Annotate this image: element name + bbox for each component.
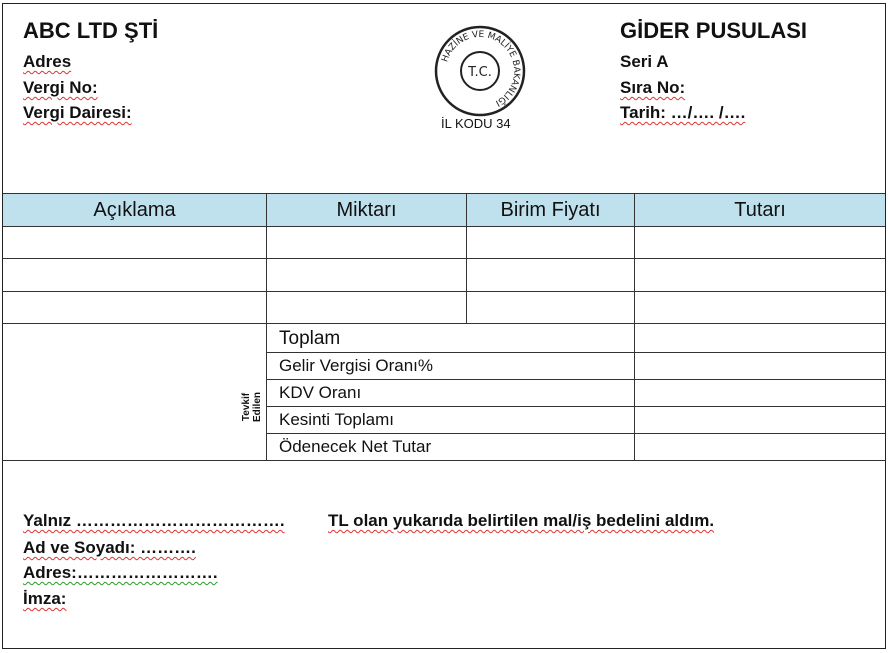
summary-net-payable-label: Ödenecek Net Tutar	[279, 437, 432, 456]
amount-in-words-label: Yalnız ……………………………….	[23, 511, 285, 530]
table-top-rule	[3, 193, 885, 194]
recipient-name-label: Ad ve Soyadı: ……….	[23, 538, 196, 557]
signature-label: İmza:	[23, 589, 67, 608]
table-row-rule	[3, 323, 885, 324]
recipient-address-label: Adres:…………………….	[23, 563, 218, 582]
summary-vat-label: KDV Oranı	[279, 383, 362, 402]
receipt-statement: TL olan yukarıda belirtilen mal/iş bedelini aldım.	[328, 511, 715, 530]
company-tax-no-label: Vergi No:	[23, 78, 98, 97]
summary-bottom-rule	[3, 460, 885, 461]
column-header-unit-price: Birim Fiyatı	[500, 199, 601, 221]
seal-ring-text: HAZİNE VE MALİYE BAKANLIĞI	[440, 29, 522, 108]
summary-total-label: Toplam	[279, 328, 341, 349]
column-header-total: Tutarı	[734, 199, 786, 221]
company-address-label: Adres	[23, 52, 72, 71]
summary-row-rule	[267, 433, 885, 434]
table-row-rule	[3, 258, 885, 259]
voucher-sequence-label: Sıra No:	[620, 78, 686, 97]
voucher-date-label: Tarih: …/…. /….	[620, 103, 746, 122]
summary-income-tax-label: Gelir Vergisi Oranı%	[279, 356, 433, 375]
column-divider	[466, 193, 467, 323]
withholding-side-label: Tevkif Edilen	[241, 392, 263, 423]
company-tax-office-label: Vergi Dairesi:	[23, 103, 132, 122]
table-row-rule	[3, 291, 885, 292]
column-header-description: Açıklama	[93, 199, 176, 221]
summary-deduction-label: Kesinti Toplamı	[279, 410, 394, 429]
voucher-title: GİDER PUSULASI	[620, 18, 808, 43]
seal-center-text: T.C.	[468, 65, 492, 80]
column-divider	[634, 193, 635, 460]
company-name: ABC LTD ŞTİ	[23, 18, 159, 43]
seal-region-code: İL KODU 34	[441, 116, 511, 131]
column-divider	[266, 193, 267, 460]
summary-row-rule	[267, 379, 885, 380]
table-header-bottom-rule	[3, 226, 885, 227]
summary-row-rule	[267, 352, 885, 353]
column-header-quantity: Miktarı	[336, 199, 397, 221]
summary-row-rule	[267, 406, 885, 407]
voucher-series: Seri A	[620, 52, 669, 71]
ministry-seal-icon	[434, 25, 526, 117]
